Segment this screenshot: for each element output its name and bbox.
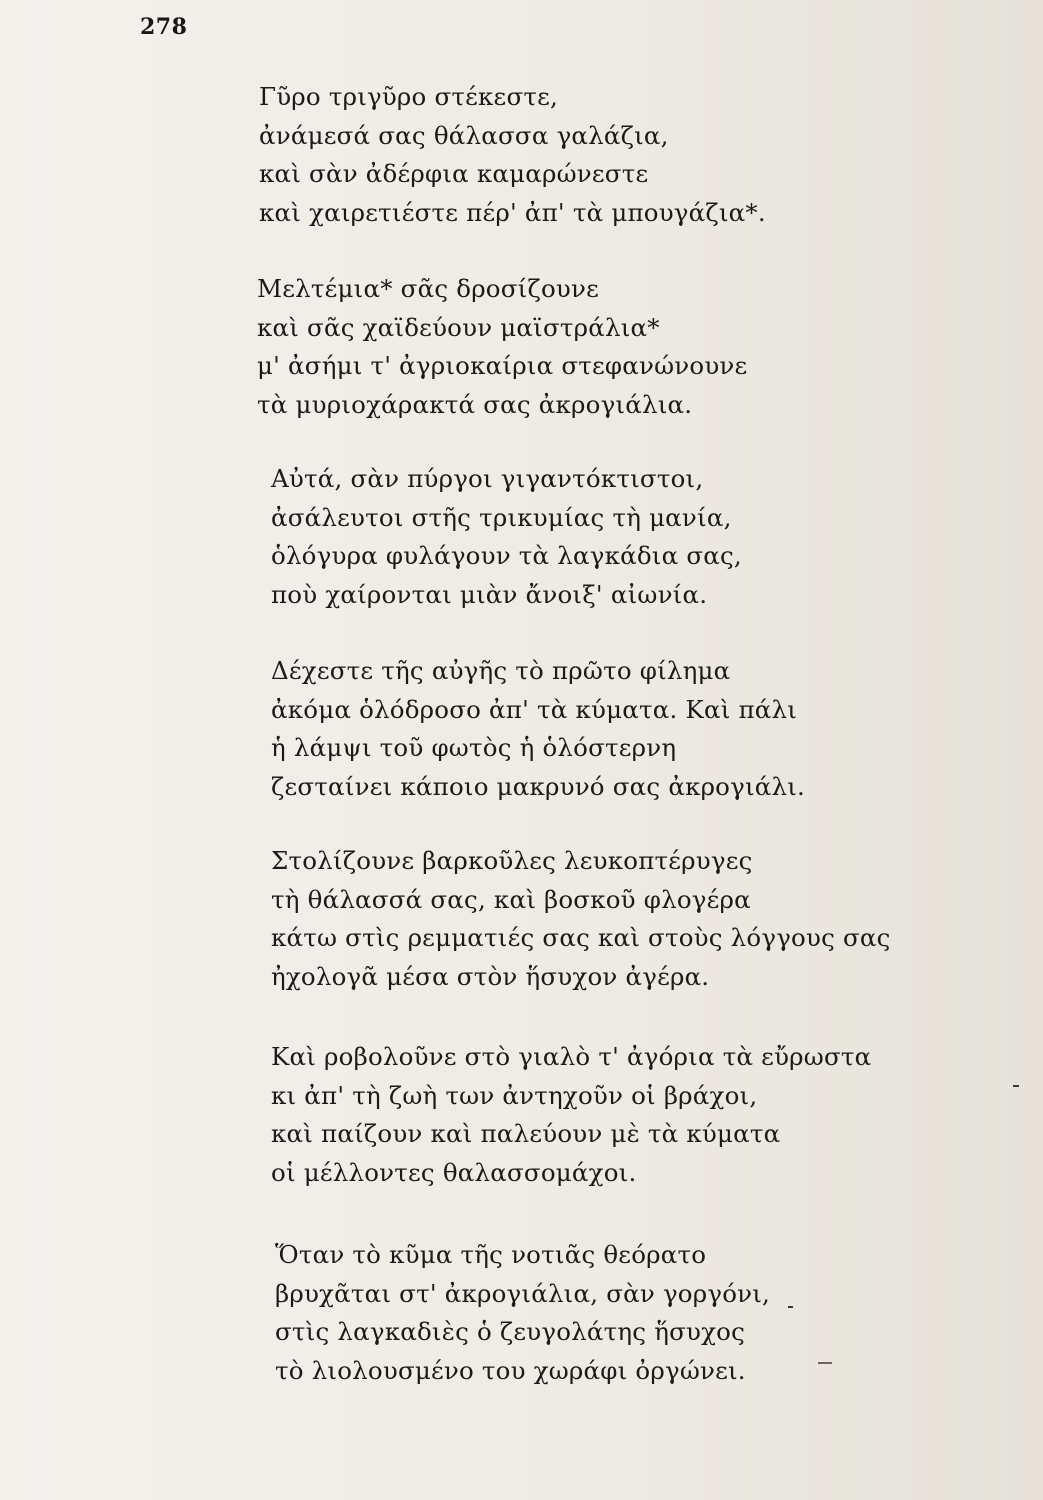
ink-speck <box>1013 1085 1019 1087</box>
poem-line: ποὺ χαίρονται μιὰν ἄνοιξ' αἰωνία. <box>271 579 708 609</box>
poem-line: Καὶ ροβολοῦνε στὸ γιαλὸ τ' ἀγόρια τὰ εὔρωστα <box>271 1042 872 1071</box>
poem-line: Ὅταν τὸ κῦμα τῆς νοτιᾶς θεόρατο <box>275 1240 707 1269</box>
poem-line: καὶ παίζουν καὶ παλεύουν μὲ τὰ κύματα <box>271 1119 781 1148</box>
poem-line: καὶ χαιρετιέστε πέρ' ἀπ' τὰ μπουγάζια*. <box>259 197 766 227</box>
poem <box>257 78 977 1426</box>
stanza-2 <box>257 270 977 424</box>
poem-line: Γῦρο τριγῦρο στέκεστε, <box>259 82 559 111</box>
poem-line: κάτω στὶς ρεμματιές σας καὶ στοὺς λόγγους σας <box>271 923 891 952</box>
stanza-3 <box>271 460 977 614</box>
poem-line: καὶ σὰν ἀδέρφια καμαρώνεστε <box>259 159 649 188</box>
poem-line: τὸ λιολουσμένο του χωράφι ὀργώνει. <box>275 1355 746 1385</box>
poem-line: οἱ μέλλοντες θαλασσομάχοι. <box>271 1157 637 1187</box>
stanza-5 <box>271 842 977 996</box>
poem-line: ζεσταίνει κάποιο μακρυνό σας ἀκρογιάλι. <box>271 771 806 801</box>
stanza-4 <box>271 652 977 806</box>
ink-speck <box>788 1306 793 1308</box>
poem-line: τὴ θάλασσά σας, καὶ βοσκοῦ φλογέρα <box>271 884 751 914</box>
poem-line: Μελτέμια* σᾶς δροσίζουνε <box>257 274 599 303</box>
poem-line: ἀκόμα ὁλόδροσο ἀπ' τὰ κύματα. Καὶ πάλι <box>271 694 798 724</box>
page-mark <box>818 1362 832 1364</box>
poem-line: Αὐτά, σὰν πύργοι γιγαντόκτιστοι, <box>271 464 704 493</box>
stanza-6 <box>271 1038 977 1192</box>
poem-line: ἡ λάμψι τοῦ φωτὸς ἡ ὁλόστερνη <box>271 733 677 762</box>
poem-line: καὶ σᾶς χαϊδεύουν μαϊστράλια* <box>257 312 660 342</box>
poem-line: ἠχολογᾶ μέσα στὸν ἥσυχον ἀγέρα. <box>271 961 710 991</box>
poem-line: ὁλόγυρα φυλάγουν τὰ λαγκάδια σας, <box>271 541 742 570</box>
poem-line: μ' ἀσήμι τ' ἀγριοκαίρια στεφανώνουνε <box>257 351 748 380</box>
page-number: 278 <box>140 14 188 40</box>
poem-line: τὰ μυριοχάρακτά σας ἀκρογιάλια. <box>257 389 693 419</box>
poem-line: ἀνάμεσά σας θάλασσα γαλάζια, <box>259 120 669 150</box>
poem-line: στὶς λαγκαδιὲς ὁ ζευγολάτης ἥσυχος <box>275 1317 746 1346</box>
stanza-7 <box>275 1236 977 1390</box>
poem-line: ἀσάλευτοι στῆς τρικυμίας τὴ μανία, <box>271 502 732 532</box>
poem-line: βρυχᾶται στ' ἀκρογιάλια, σὰν γοργόνι, <box>275 1278 771 1308</box>
poem-line: κι ἀπ' τὴ ζωὴ των ἀντηχοῦν οἱ βράχοι, <box>271 1080 758 1110</box>
poem-line: Στολίζουνε βαρκοῦλες λευκοπτέρυγες <box>271 846 753 875</box>
poem-line: Δέχεστε τῆς αὐγῆς τὸ πρῶτο φίλημα <box>271 656 731 685</box>
stanza-1 <box>259 78 977 232</box>
